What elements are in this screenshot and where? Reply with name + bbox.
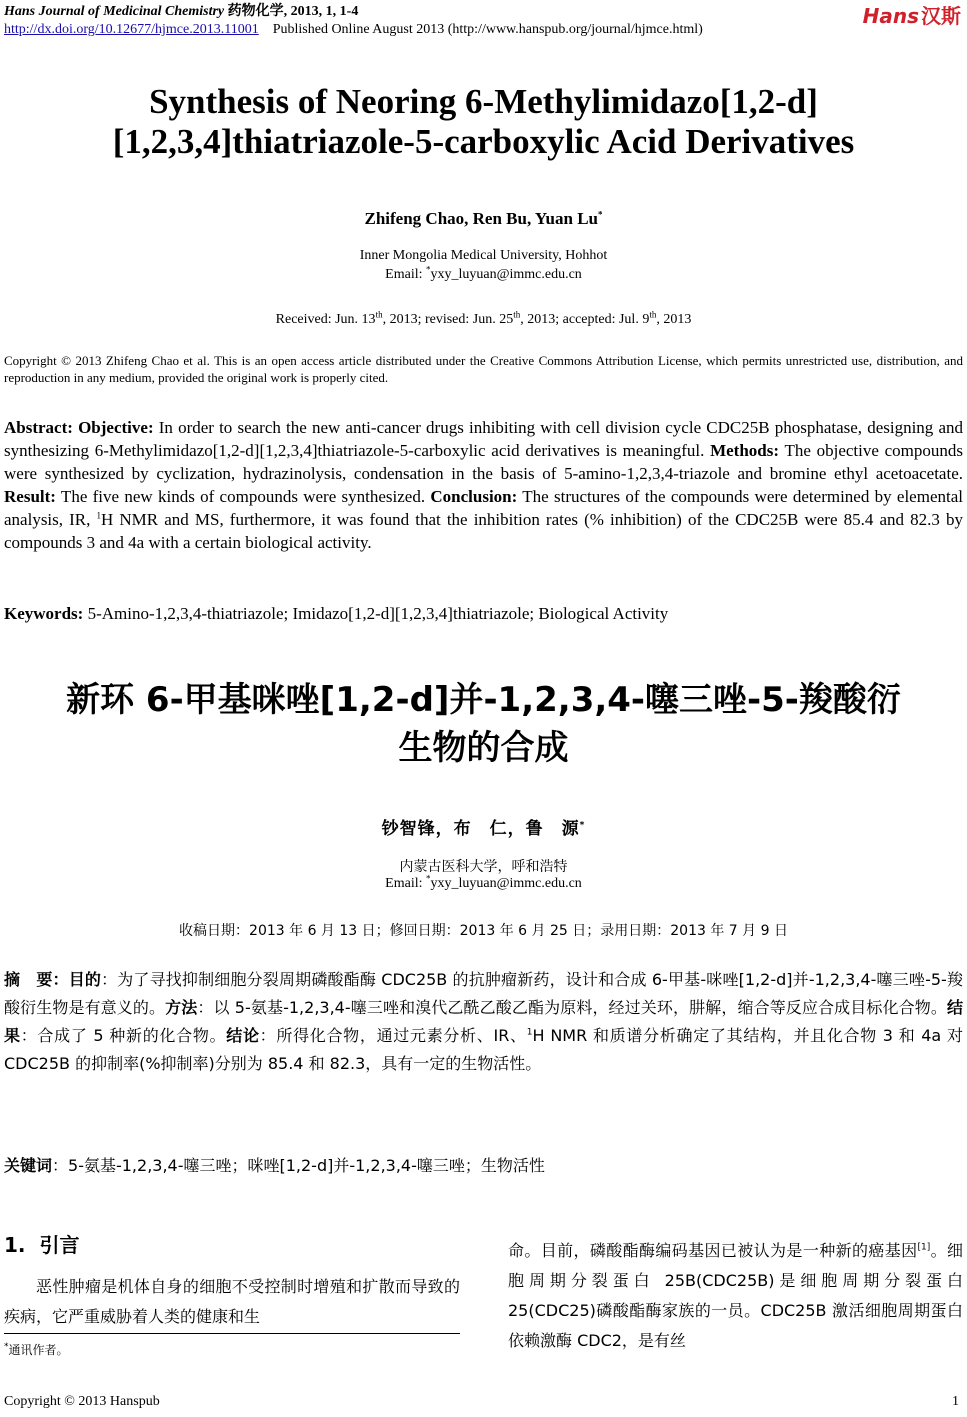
section-number: 1. <box>4 1233 26 1257</box>
methods-text: The objective compounds were synthesized by cyclization, hydrazinolysis, condensation in the basis of 5-amino-1,2,3,4-triazole and bromine ethyl acetoacetate. <box>4 441 963 483</box>
logo-cn: 汉斯 <box>921 4 961 28</box>
section-right-column <box>508 1236 963 1356</box>
doi-link[interactable]: http://dx.doi.org/10.12677/hjmce.2013.11001 <box>4 22 259 37</box>
affiliation-cn: 内蒙古医科大学，呼和浩特 <box>399 859 568 875</box>
doi-line <box>4 22 703 38</box>
published-text: Published Online August 2013 (http://www.hanspub.org/journal/hjmce.html) <box>272 22 703 37</box>
revised-date: , 2013; revised: Jun. 25 <box>382 312 514 327</box>
abstract-en <box>4 416 963 554</box>
conclusion-cn-text-b: H NMR 和质谱分析确定了其结构，并且化合物 3 和 4a 对 CDC25B 的抑制率(%抑制率)分别为 85.4 和 82.3，具有一定的生物活性。 <box>4 1026 963 1073</box>
objective-text: In order to search the new anti-cancer drugs inhibiting with cell division cycle CDC25B phosphatase, designing and synthesizing 6-Methylimidazo[1,2-d][1,2,3,4]thiatriazole-5-carboxylic acid derivatives is meaningful. <box>4 418 963 460</box>
dates-cn: 收稿日期：2013 年 6 月 13 日；修回日期：2013 年 6 月 25 日；录用日期：2013 年 7 月 9 日 <box>179 923 788 939</box>
title-en <box>0 82 967 162</box>
result-cn-label: 结果 <box>4 998 963 1045</box>
hans-logo <box>863 0 961 29</box>
authors-en <box>0 209 967 229</box>
email-mark: * <box>426 264 431 275</box>
section-heading <box>4 1229 79 1258</box>
section-left-column: 恶性肿瘤是机体自身的细胞不受控制时增殖和扩散而导致的疾病，它严重威胁着人类的健康和生 <box>4 1277 460 1326</box>
title-en-line2: [1,2,3,4]thiatriazole-5-carboxylic Acid Derivatives <box>112 122 855 161</box>
conclusion-sup: 1 <box>96 510 101 521</box>
title-cn <box>0 676 967 772</box>
conclusion-text-a: The structures of the compounds were determined by elemental analysis, IR, <box>4 487 963 529</box>
received-date: Received: Jun. 13 <box>275 312 376 327</box>
result-label: Result: <box>4 487 56 506</box>
conclusion-cn-label: 结论 <box>226 1026 260 1045</box>
authors-cn <box>0 814 967 839</box>
received-sup: th <box>375 309 383 320</box>
journal-issue: , 2013, 1, 1-4 <box>283 4 359 19</box>
keywords-cn-text: ：5-氨基-1,2,3,4-噻三唑；咪唑[1,2-d]并-1,2,3,4-噻三唑；生物活性 <box>52 1156 545 1175</box>
email-address[interactable]: yxy_luyuan@immc.edu.cn <box>430 267 582 282</box>
footnote-divider <box>4 1333 460 1334</box>
journal-name-cn: 药物化学 <box>224 4 284 19</box>
conclusion-cn-text-a: ：所得化合物，通过元素分析、IR、 <box>259 1026 527 1045</box>
objective-label: Objective: <box>78 418 154 437</box>
email-cn-address[interactable]: yxy_luyuan@immc.edu.cn <box>430 876 582 891</box>
abstract-label: Abstract: <box>4 418 79 437</box>
methods-label: Methods: <box>710 441 780 460</box>
conclusion-cn-sup: 1 <box>526 1027 533 1038</box>
journal-name: Hans Journal of Medicinal Chemistry <box>4 4 225 19</box>
keywords-label: Keywords: <box>4 604 84 623</box>
authors-en-names: Zhifeng Chao, Ren Bu, Yuan Lu <box>364 209 599 228</box>
journal-header <box>4 0 358 20</box>
methods-cn-text: ：以 5-氨基-1,2,3,4-噻三唑和溴代乙酰乙酸乙酯为原料，经过关环，肼解，缩合等反应合成目标化合物。 <box>197 998 947 1017</box>
affiliation-en: Inner Mongolia Medical University, Hohhot <box>359 248 608 263</box>
reference-1[interactable]: [1] <box>917 1242 931 1253</box>
accepted-year: , 2013 <box>656 312 692 327</box>
accepted-date: , 2013; accepted: Jul. 9 <box>520 312 650 327</box>
authors-cn-mark: * <box>579 820 586 831</box>
section-title: 引言 <box>39 1233 80 1257</box>
result-text: The five new kinds of compounds were synthesized. <box>55 487 431 506</box>
title-cn-line2: 生物的合成 <box>398 728 569 768</box>
title-en-line1: Synthesis of Neoring 6-Methylimidazo[1,2-d] <box>149 82 818 121</box>
abstract-cn-label: 摘 要： <box>4 970 69 989</box>
email-cn <box>0 873 967 892</box>
footnote-text: 通讯作者。 <box>8 1343 69 1357</box>
email-cn-label: Email: <box>385 876 426 891</box>
right-text-a: 命。目前，磷酸酯酶编码基因已被认为是一种新的癌基因 <box>508 1241 918 1260</box>
abstract-cn <box>4 966 963 1078</box>
keywords-en <box>4 604 668 624</box>
result-cn-text: ：合成了 5 种新的化合物。 <box>20 1026 227 1045</box>
email-cn-mark: * <box>426 873 431 884</box>
accepted-sup: th <box>649 309 657 320</box>
keywords-cn-label: 关键词 <box>4 1156 53 1175</box>
copyright-note: Copyright © 2013 Zhifeng Chao et al. This is an open access article distributed under the Creative Commons Attribution License, which permits unrestricted use, distribution, and reproduction in any medium, provided the original work is properly cited. <box>4 353 963 385</box>
logo-text: Hans <box>862 4 919 28</box>
page-number: 1 <box>952 1394 959 1409</box>
authors-cn-names: 钞智锋，布 仁，鲁 源 <box>381 819 580 839</box>
corresponding-mark: * <box>598 209 603 220</box>
footnote-mark: * <box>4 1342 9 1352</box>
email-en <box>0 264 967 283</box>
keywords-cn <box>4 1153 545 1176</box>
conclusion-label: Conclusion: <box>430 487 518 506</box>
footer-copyright: Copyright © 2013 Hanspub <box>4 1394 160 1409</box>
objective-cn-text: ：为了寻找抑制细胞分裂周期磷酸酯酶 CDC25B 的抗肿瘤新药，设计和合成 6-甲基-咪唑[1,2-d]并-1,2,3,4-噻三唑-5-羧酸衍生物是有意义的。 <box>4 970 963 1017</box>
right-text-b: 。细胞周期分裂蛋白 25B(CDC25B)是细胞周期分裂蛋白 25(CDC25)磷酸酯酶家族的一员。CDC25B 激活细胞周期蛋白依赖激酶 CDC2，是有丝 <box>508 1241 963 1350</box>
conclusion-text-b: H NMR and MS, furthermore, it was found that the inhibition rates (% inhibition) of the CDC25B were 85.4 and 82.3 by compounds 3 and 4a with a certain biological activity. <box>4 510 963 552</box>
objective-cn-label: 目的 <box>68 970 102 989</box>
email-label: Email: <box>385 267 426 282</box>
revised-sup: th <box>513 309 521 320</box>
keywords-text: 5-Amino-1,2,3,4-thiatriazole; Imidazo[1,2-d][1,2,3,4]thiatriazole; Biological Activity <box>83 604 669 623</box>
methods-cn-label: 方法 <box>165 998 198 1017</box>
dates-en <box>0 309 967 328</box>
footnote <box>4 1341 69 1358</box>
title-cn-line1: 新环 6-甲基咪唑[1,2-d]并-1,2,3,4-噻三唑-5-羧酸衍 <box>66 680 901 720</box>
